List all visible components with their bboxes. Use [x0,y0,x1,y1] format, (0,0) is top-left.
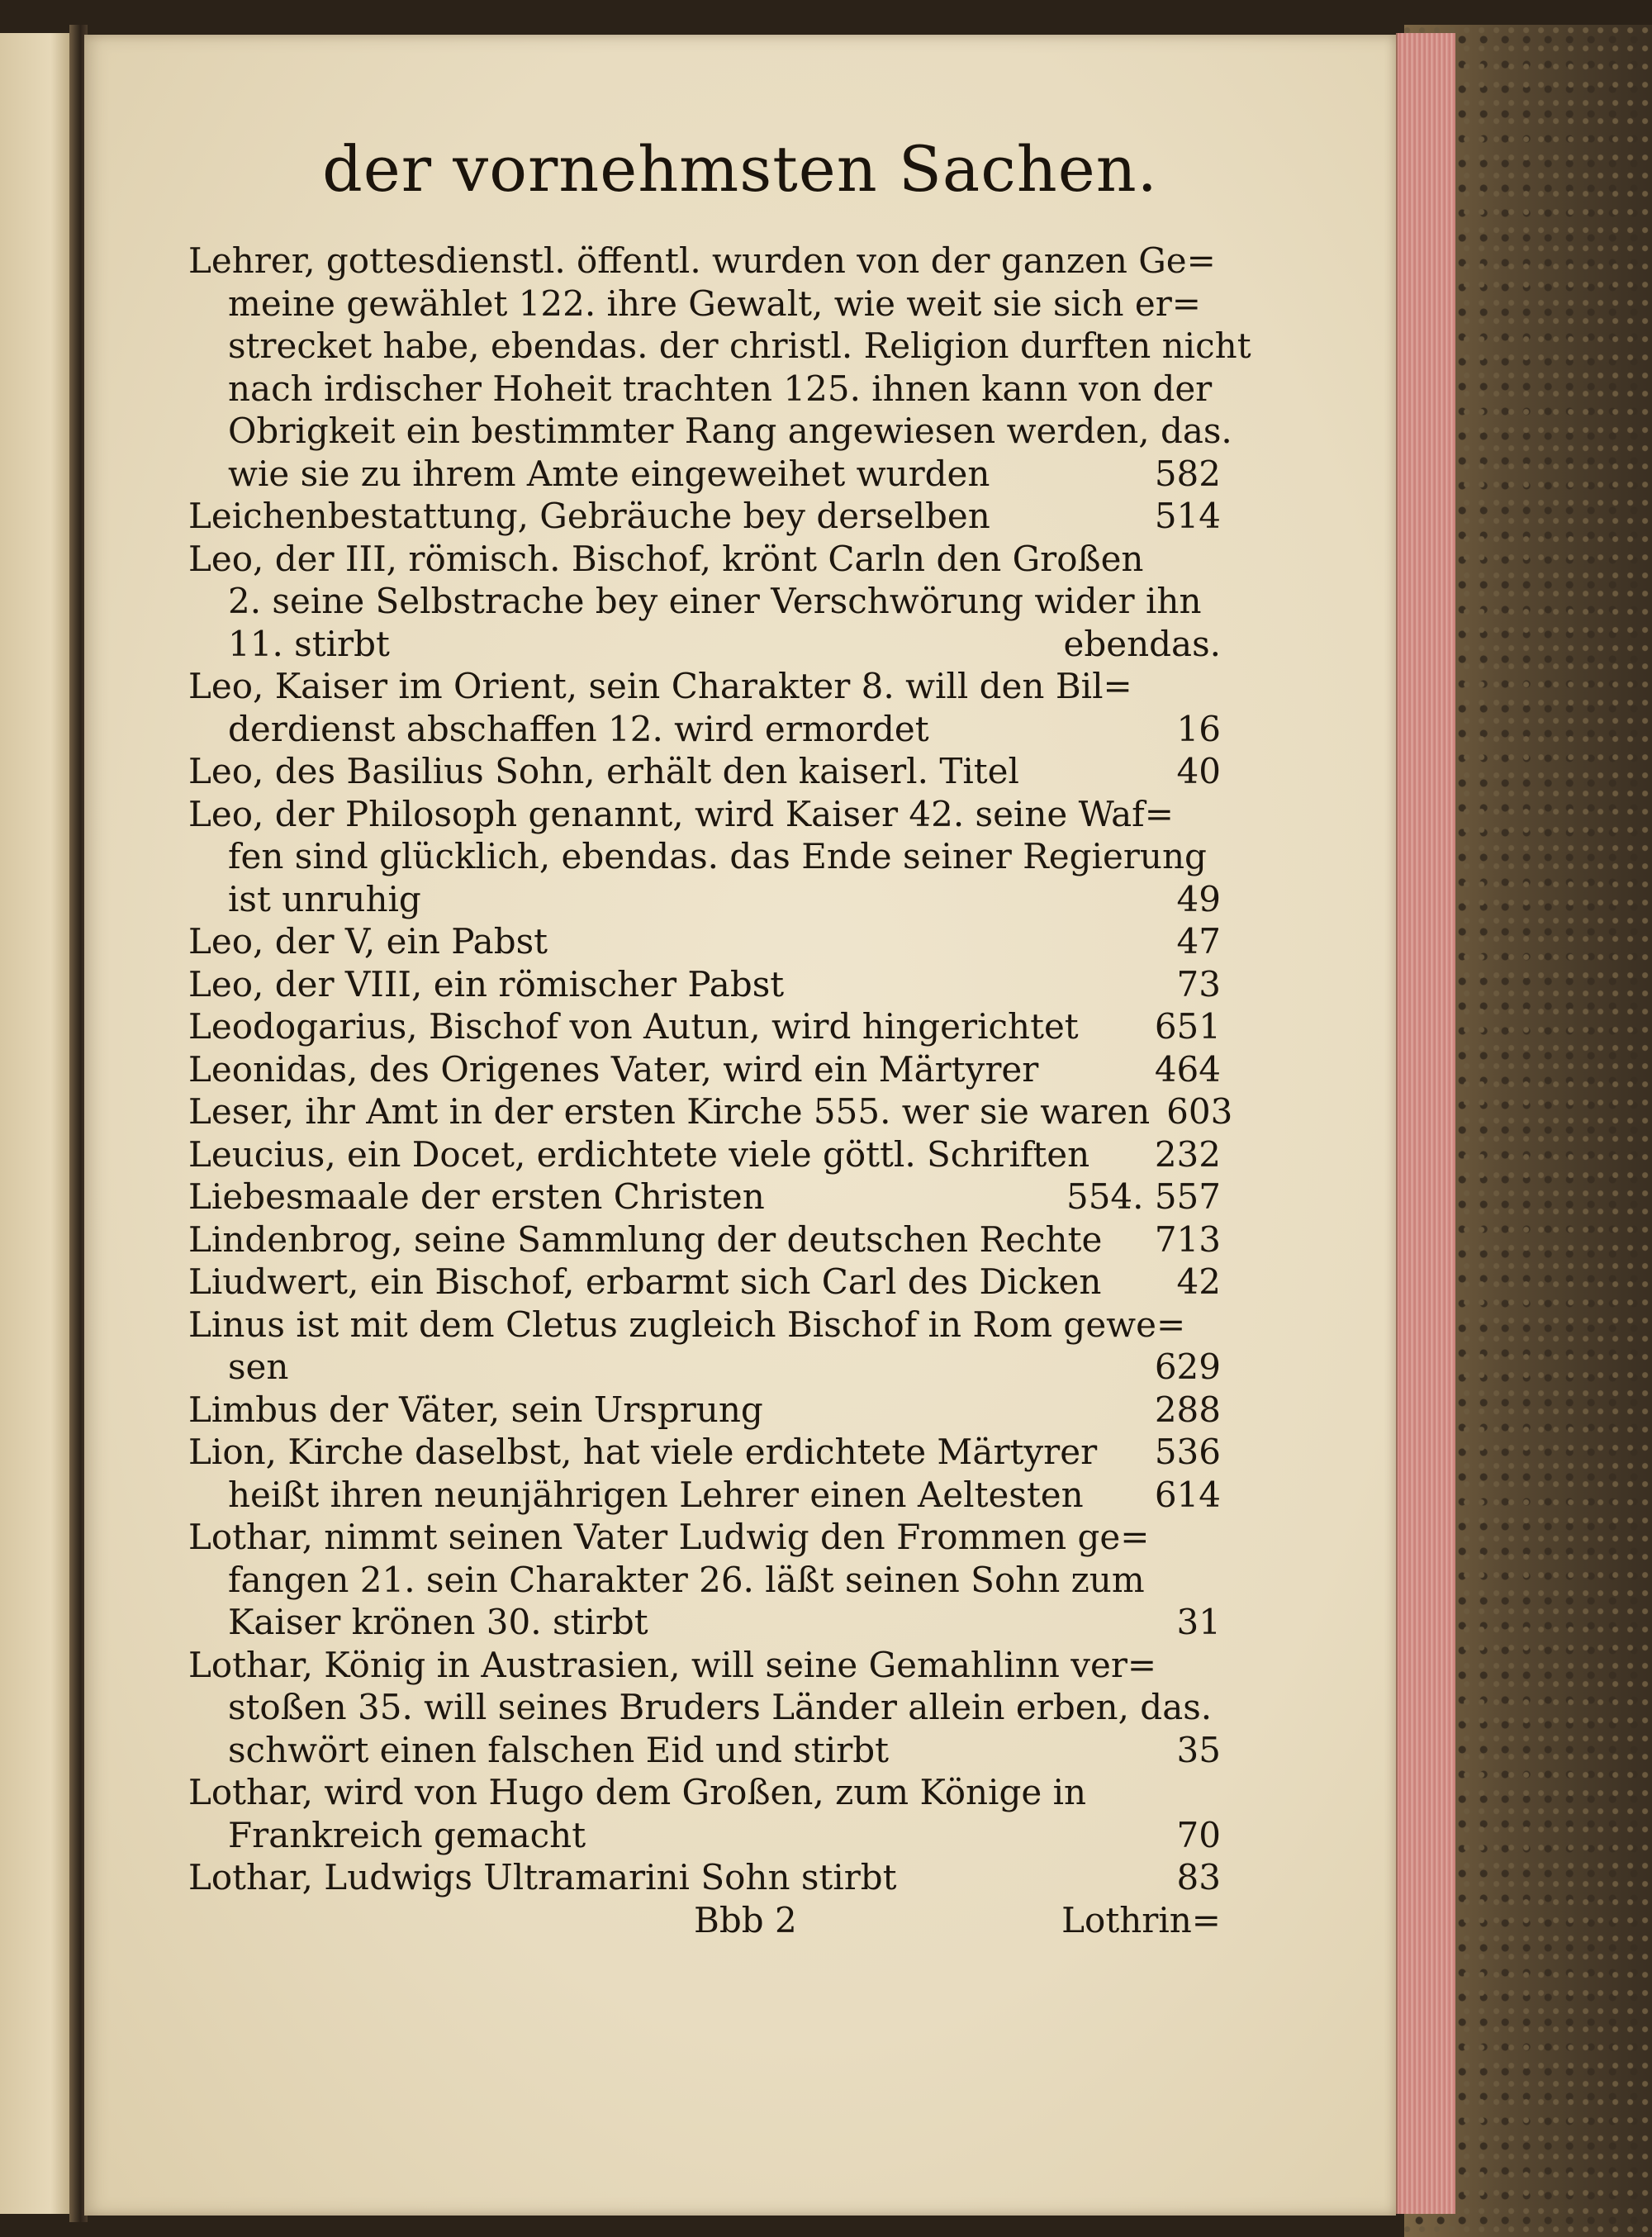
index-line [188,1814,1221,1857]
entry-text: Leo, des Basilius Sohn, erhält den kaiserl. Titel [188,751,1019,791]
page-reference [1212,1686,1228,1729]
index-line [188,1431,1221,1474]
entry-text: Leo, der V, ein Pabst [188,921,548,962]
index-line [188,835,1221,878]
index-line [188,1090,1233,1133]
entry-text: Limbus der Väter, sein Ursprung [188,1389,763,1430]
index-entries [188,240,1251,1899]
index-line [188,283,1221,325]
entry-text: Lothar, König in Austrasien, will seine Gemahlinn ver= [188,1644,1157,1685]
page-reference: 582 [1154,453,1221,494]
page-reference: 35 [1176,1729,1221,1770]
page-reference [1251,325,1268,368]
page-reference: 83 [1176,1857,1221,1897]
entry-text: Leser, ihr Amt in der ersten Kirche 555. wer sie waren [188,1091,1151,1132]
index-line [188,1261,1221,1304]
entry-text: Lion, Kirche daselbst, hat viele erdichtete Märtyrer [188,1432,1098,1472]
page-reference: 49 [1176,878,1221,919]
index-line [188,1389,1221,1432]
entry-text: meine gewählet 122. ihre Gewalt, wie weit sie sich er= [228,283,1201,324]
page-reference: 464 [1154,1048,1221,1090]
entry-text: Leodogarius, Bischof von Autun, wird hingerichtet [188,1006,1079,1047]
index-line [188,1686,1221,1729]
page-reference [1232,410,1249,453]
index-line [188,453,1221,496]
page-reference [1204,1771,1221,1814]
entry-text: schwört einen falschen Eid und stirbt [228,1729,890,1770]
entry-text: Kaiser krönen 30. stirbt [228,1602,648,1642]
entry-text: Obrigkeit ein bestimmter Rang angewiesen werden, das. [228,411,1232,451]
catchword: Lothrin= [1061,1900,1221,1940]
page-reference: ebendas. [1063,623,1221,664]
page-reference: 629 [1154,1346,1221,1387]
entry-text: Liebesmaale der ersten Christen [188,1176,765,1217]
index-line [188,623,1221,666]
page-reference: 73 [1176,963,1221,1005]
page-edges [1396,33,1455,2214]
page-reference [1204,793,1221,836]
page-reference [1212,368,1228,411]
entry-text: Leonidas, des Origenes Vater, wird ein Märtyrer [188,1048,1039,1090]
book-page [84,35,1396,2216]
page-reference [1204,1304,1221,1346]
page-reference [1204,580,1221,623]
entry-text: heißt ihren neunjährigen Lehrer einen Aeltesten [228,1474,1084,1515]
entry-text: strecket habe, ebendas. der christl. Religion durften nicht [228,325,1251,366]
page-reference: 651 [1154,1006,1221,1047]
entry-text: sen [228,1346,289,1387]
entry-text: Lothar, nimmt seinen Vater Ludwig den Frommen ge= [188,1517,1150,1557]
entry-text: Liudwert, ein Bischof, erbarmt sich Carl des Dicken [188,1261,1102,1302]
index-line [188,750,1221,793]
entry-text: fangen 21. sein Charakter 26. läßt seinen Sohn zum [228,1559,1145,1600]
index-line [188,1729,1221,1772]
entry-text: Leo, Kaiser im Orient, sein Charakter 8. will den Bil= [188,666,1132,706]
index-line [188,920,1221,963]
page-reference: 42 [1176,1261,1221,1302]
index-line [188,1005,1221,1048]
entry-text: ist unruhig [228,878,421,919]
index-line [188,538,1221,581]
index-line [188,240,1221,283]
index-line [188,495,1221,538]
page-reference: 232 [1154,1133,1221,1175]
entry-text: wie sie zu ihrem Amte eingeweihet wurden [228,453,990,494]
page-reference: 603 [1166,1091,1233,1132]
index-line [188,665,1221,708]
index-line [188,410,1232,453]
index-line [188,1644,1221,1687]
index-line [188,1346,1221,1389]
page-reference: 514 [1154,496,1221,536]
page-reference [1216,240,1232,283]
index-line [188,1559,1221,1602]
entry-text: Lothar, wird von Hugo dem Großen, zum Könige in [188,1772,1087,1812]
page-reference: 536 [1154,1432,1221,1472]
entry-text: Lindenbrog, seine Sammlung der deutschen Rechte [188,1218,1103,1260]
page-reference: 40 [1176,751,1221,791]
page-reference [1207,835,1223,878]
entry-text: stoßen 35. will seines Bruders Länder allein erben, das. [228,1687,1213,1727]
page-header: der vornehmsten Sachen. [322,132,1158,206]
page-reference [1204,1559,1221,1602]
index-line [188,963,1221,1006]
index-line [188,325,1251,368]
index-line [188,1856,1221,1899]
index-line [188,580,1221,623]
entry-text: Leo, der VIII, ein römischer Pabst [188,963,785,1005]
entry-text: Leo, der III, römisch. Bischof, krönt Carln den Großen [188,538,1144,579]
entry-text: Lothar, Ludwigs Ultramarini Sohn stirbt [188,1857,897,1897]
page-reference [1204,538,1221,581]
index-line [188,708,1221,751]
entry-text: derdienst abschaffen 12. wird ermordet [228,708,929,749]
entry-text: Leo, der Philosoph genannt, wird Kaiser 42. seine Waf= [188,793,1174,834]
page-reference: 16 [1176,708,1221,749]
left-page-edge [0,33,73,2214]
entry-text: 2. seine Selbstrache bey einer Verschwörung wider ihn [228,581,1202,621]
index-line [188,1218,1221,1261]
index-line [188,1601,1221,1644]
page-reference: 47 [1176,921,1221,962]
entry-text: Frankreich gemacht [228,1814,586,1855]
entry-text: Leucius, ein Docet, erdichtete viele göttl. Schriften [188,1133,1090,1175]
index-line [188,1771,1221,1814]
page-reference: 31 [1176,1602,1221,1642]
page-reference: 614 [1154,1474,1221,1515]
page-reference: 713 [1154,1218,1221,1260]
index-line [188,368,1221,411]
page-reference: 70 [1176,1814,1221,1855]
page-reference [1204,665,1221,708]
index-line [188,1175,1221,1218]
page-reference: 288 [1154,1389,1221,1430]
entry-text: fen sind glücklich, ebendas. das Ende seiner Regierung [228,836,1207,876]
entry-text: Linus ist mit dem Cletus zugleich Bischof in Rom gewe= [188,1304,1186,1345]
page-reference [1204,1644,1221,1687]
entry-text: nach irdischer Hoheit trachten 125. ihnen kann von der [228,368,1213,409]
index-line [188,878,1221,921]
index-line [188,1133,1221,1176]
page-footer [188,1900,1221,1950]
index-line [188,1304,1221,1346]
index-line [188,1516,1221,1559]
index-line [188,1474,1221,1517]
signature-mark: Bbb 2 [694,1900,797,1940]
page-reference [1204,1516,1221,1559]
page-reference [1204,283,1221,325]
page-reference: 554. 557 [1066,1176,1221,1217]
entry-text: Lehrer, gottesdienstl. öffentl. wurden von der ganzen Ge= [188,240,1216,281]
entry-text: 11. stirbt [228,623,390,664]
index-line [188,793,1221,836]
index-line [188,1048,1221,1091]
entry-text: Leichenbestattung, Gebräuche bey derselben [188,496,990,536]
